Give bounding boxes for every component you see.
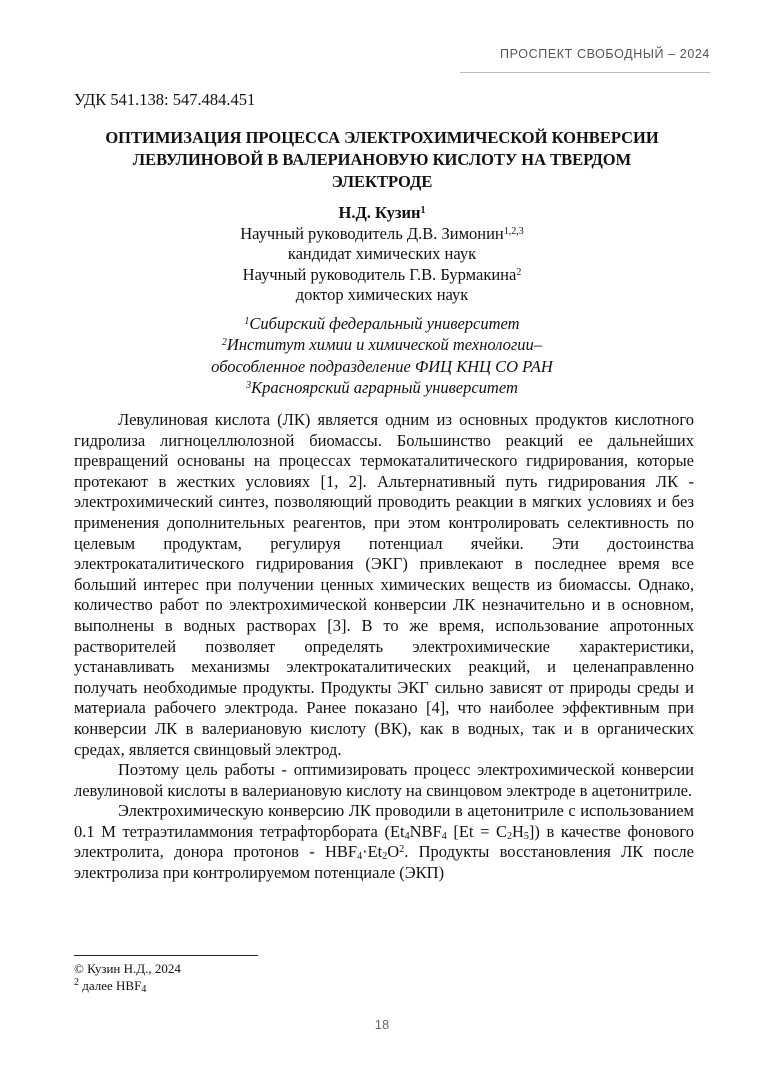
p3-subscript: 2 [382, 851, 388, 863]
author-block [74, 203, 690, 306]
p3-subscript: 5 [523, 830, 529, 842]
running-header: ПРОСПЕКТ СВОБОДНЫЙ – 2024 [500, 47, 710, 61]
footnote-2-ref: 2 [74, 977, 79, 988]
affiliation-3 [74, 377, 690, 398]
footnote-2 [74, 977, 181, 994]
affiliation-1-ref: 1 [244, 316, 250, 327]
title-line-2: ЛЕВУЛИНОВОЙ В ВАЛЕРИАНОВУЮ КИСЛОТУ НА ТВЕРДОМ [132, 150, 632, 169]
footnote-2-subscript: 4 [141, 984, 147, 995]
affiliation-3-ref: 3 [246, 379, 252, 391]
affiliation-1-text: Сибирский федеральный университет [249, 314, 520, 333]
supervisor-1-line [74, 224, 690, 245]
p3-subscript: 4 [441, 830, 447, 842]
header-divider [460, 72, 710, 73]
footnotes [74, 960, 181, 994]
footnote-2-text: далее HBF [79, 978, 142, 993]
paragraph-1: Левулиновая кислота (ЛК) является одним из основных продуктов кислотного гидролиза лигноцеллюлозной биомассы. Большинство реакций ее дальнейших превращений основаны на процессах термокаталитического гидрирования, которые протекают в жестких условиях [1, 2]. Альтернативный путь гидрирования ЛК - электрохимический синтез, позволяющий проводить реакции в мягких условиях и без применения дополнительных реагентов, при этом контролировать селективность по целевым продуктам, регулируя потенциал ячейки. Эти достоинства электрокаталитического гидрирования (ЭКГ) привлекают в последнее время все больший интерес при получении ценных химических веществ из биомассы. Однако, количество работ по электрохимической конверсии ЛК незначительно и в основном, выполнены в водных растворах [3]. В то же время, использование апротонных растворителей позволяет определять электрохимические характеристики, устанавливать механизмы электрокаталитических реакций, и целенаправленно получать необходимые продукты. Продукты ЭКГ сильно зависят от природы среды и материала рабочего электрода. Ранее показано [4], что наиболее эффективным при конверсии ЛК в валериановую кислоту (ВК), как в водных, так и в органических средах, является свинцовый электрод. [74, 410, 694, 759]
affiliation-2-ref: 2 [221, 337, 227, 349]
p3-subscript: 4 [357, 851, 363, 863]
supervisor-1-degree: кандидат химических наук [287, 244, 477, 263]
affiliation-2 [74, 334, 690, 355]
affiliation-1 [74, 313, 690, 334]
p3-footnote-ref: 2 [399, 844, 405, 856]
affiliation-2-cont: обособленное подразделение ФИЦ КНЦ СО РАН [211, 356, 553, 376]
paragraph-2: Поэтому цель работы - оптимизировать процесс электрохимической конверсии левулиновой кислоты в валериановую кислоту на свинцовом электроде в ацетонитриле. [74, 760, 694, 800]
p3-text: Электрохимическую конверсию ЛК проводили в ацетонитриле с использованием 0.1 М тетраэтиламмония тетрафторбората (Et [74, 801, 694, 841]
supervisor-1-name: Научный руководитель Д.В. Зимонин [240, 223, 504, 243]
supervisor-1-affil-ref: 1,2,3 [503, 225, 524, 237]
affiliation-3-text: Красноярский аграрный университет [251, 377, 518, 397]
article-title [74, 127, 690, 193]
p3-text: . Продукты восстановления ЛК после электролиза при контролируемом потенциале (ЭКП) [74, 842, 694, 883]
p3-text: O [387, 842, 400, 862]
author-name: Н.Д. Кузин [338, 203, 421, 222]
p3-text: H [511, 821, 524, 841]
copyright-note: © Кузин Н.Д., 2024 [74, 961, 181, 976]
supervisor-2-affil-ref: 2 [516, 266, 522, 278]
p3-subscript: 2 [506, 830, 512, 842]
p3-text: ·Et [362, 842, 383, 862]
author-affil-ref: 1 [420, 205, 426, 216]
supervisor-2-line [74, 265, 690, 286]
p3-text: [Et = C [446, 821, 507, 841]
page-number: 18 [374, 1017, 390, 1032]
title-line-1: ОПТИМИЗАЦИЯ ПРОЦЕССА ЭЛЕКТРОХИМИЧЕСКОЙ КОНВЕРСИИ [105, 128, 659, 147]
affiliation-2-text: Институт химии и химической технологии– [226, 335, 543, 355]
supervisor-2-name: Научный руководитель Г.В. Бурмакина [242, 264, 517, 284]
p3-text: NBF [409, 821, 442, 841]
paragraph-3 [74, 801, 694, 883]
udc-code: УДК 541.138: 547.484.451 [74, 90, 256, 109]
supervisor-2-degree: доктор химических наук [295, 285, 469, 304]
title-line-3: ЭЛЕКТРОДЕ [331, 172, 433, 191]
article-body [74, 410, 694, 884]
author-line [74, 203, 690, 224]
p3-subscript: 4 [404, 830, 410, 842]
footnote-divider [74, 955, 258, 956]
affiliations [74, 313, 690, 398]
p3-text: ]) в качестве фонового электролита, донора протонов - HBF [74, 821, 694, 862]
